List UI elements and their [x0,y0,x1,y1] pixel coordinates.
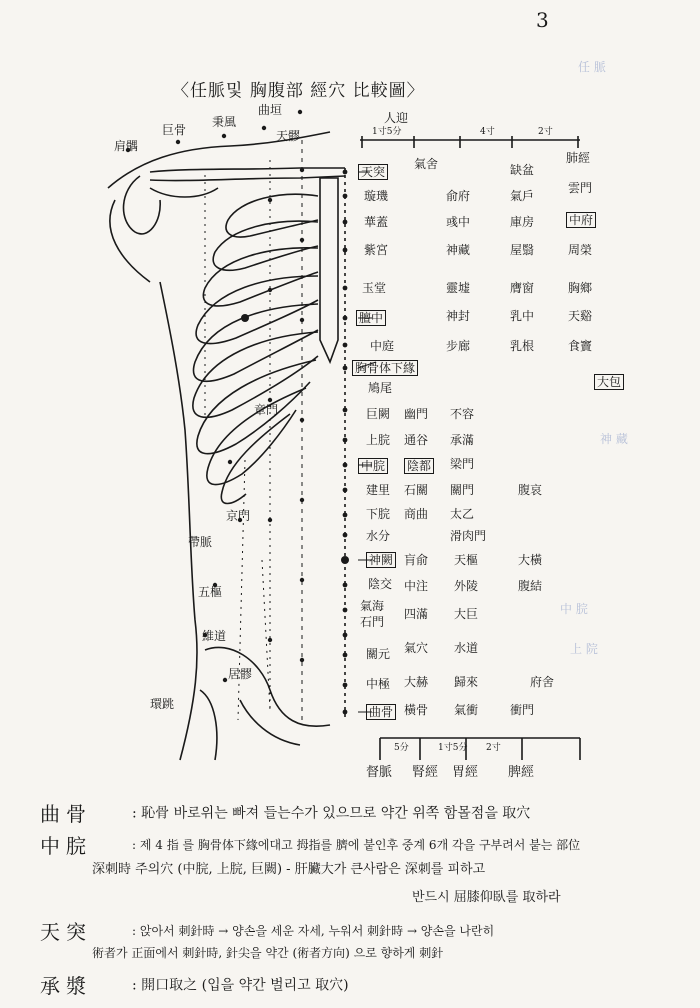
label-dabao: 大包 [594,374,624,390]
stomach-7: 乳根 [510,339,535,353]
stomach-13: 滑肉門 [450,529,487,543]
stomach-6: 乳中 [510,309,535,323]
ren-11: 建里 [366,483,391,497]
spleen-5: 食竇 [568,339,593,353]
footnote-chengjiang [40,970,349,999]
page-number: 3 [536,8,549,32]
stomach-19: 氣衝 [454,703,479,717]
stomach-15: 外陵 [454,579,479,593]
ren-18: 關元 [366,647,391,661]
scapula [150,188,218,197]
label-jianyu: 肩髃 [114,139,139,153]
label-jugu: 巨骨 [162,123,187,137]
kidney-12: 中注 [404,579,429,593]
kidney-11: 肓俞 [404,553,429,567]
spleen-6: 腹哀 [518,483,543,497]
meridian-stomach: 胃經 [452,765,479,780]
kidney-15: 大赫 [404,675,429,689]
footnote-term: 中脘 [40,834,92,858]
kidney-5: 步廊 [446,339,471,353]
ren-12: 下脘 [366,507,391,521]
ren-3: 紫宮 [364,243,389,257]
scanned-page: 任 脈 神 藏 中 脘 上 院 3 〈任脈및 胸腹部 經穴 比較圖〉 肩髃 巨骨 秉風 曲垣 天髎 人迎 肺經 大包 章門 帶脈 京門 五樞 維道 居髎 環跳 1寸5分 4寸 2寸 5分 1寸5分 2寸 天突 璇璣 華蓋 紫宮 玉堂 膻中 中庭 胸骨体下緣 鳩尾 巨闕 上脘 中脘 建里 下脘 水分 神闕 陰交 氣海 石門 關元 中極 曲骨 俞府 彧中 神藏 靈墟 神封 步廊 幽門 通谷 陰都 石關 商曲 肓俞 中注 四滿 氣穴 大赫 橫骨 氣舍 缺盆 氣戶 庫房 屋翳 膺窗 乳中 乳根 不容 承滿 梁門 關門 太乙 滑肉門 天樞 外陵 大巨 水道 歸來 氣衝 雲門 中府 周榮 胸鄉 天谿 食竇 腹哀 大橫 腹結 府舍 衝門 督脈 腎經 胃經 脾經 曲骨 : 恥骨 바로위는 빠져 들는수가 있으므로 약간 위쪽 함몰점을 取穴 中脘 : 제 4 指 를 胸骨体下緣에대고 拇指를 臍에 붙인후 중계 6개 각을 구부려서 붙는 部位 深刺時 주의穴 (中脘, 上脘, 巨闕) - 肝臟大가 큰사람은 深刺를 피하고 반드시 屈膝仰臥를 取하라 天突 : 앉아서 刺針時 → 양손을 세운 자세, 누워서 刺針時 → 양손을 나란히 術者가 正面에서 刺針時, 針尖을 약간 (術者方向) 으로 향하게 刺針 承漿 : 開口取之 (입을 약간 벌리고 取穴) [0,0,700,1008]
ren-9: 上脘 [366,433,391,447]
kidney-7: 通谷 [404,433,429,447]
stomach-2: 氣戶 [510,189,535,203]
xiphoid-label: 胸骨体下緣 [352,360,418,376]
sternum [320,178,338,362]
ren-10: 中脘 [358,458,388,474]
meridian-spleen: 脾經 [508,765,535,780]
ren-6: 中庭 [370,339,395,353]
footnote-note: : 제 4 指 를 胸骨体下緣에대고 拇指를 臍에 붙인후 중계 6개 각을 구부려서 붙는 部位 [132,838,581,852]
spacing-top-2: 4寸 [480,127,495,137]
kidney-16: 橫骨 [404,703,429,717]
spleen-7: 大橫 [518,553,543,567]
label-daimai: 帶脈 [188,535,213,549]
label-tianliao: 天髎 [276,129,301,143]
stomach-0: 氣舍 [414,157,439,171]
spacing-top-3: 2寸 [538,127,553,137]
spacing-bottom-1: 5分 [394,743,409,753]
ren-0: 天突 [358,164,388,180]
ren-13: 水分 [366,529,391,543]
spacing-top-1: 1寸5分 [372,127,402,137]
footnote-term: 承漿 [40,974,92,998]
ren-1: 璇璣 [364,189,389,203]
label-juliao: 居髎 [228,667,253,681]
label-feijing: 肺經 [566,151,591,165]
spacing-bottom-2: 1寸5分 [438,743,468,753]
diagram-title: 〈任脈및 胸腹部 經穴 比較圖〉 [172,81,425,101]
footnote-note: : 恥骨 바로위는 빠져 들는수가 있으므로 약간 위쪽 함몰점을 取穴 [132,805,531,822]
label-huantiao: 環跳 [150,697,175,711]
ren-4: 玉堂 [362,281,387,295]
ren-5: 膻中 [356,310,386,326]
stomach-9: 承滿 [450,433,475,447]
ren-15: 陰交 [368,577,393,591]
stomach-11: 關門 [450,483,475,497]
kidney-4: 神封 [446,309,471,323]
torso-outline [160,282,197,760]
kidney-9: 石關 [404,483,429,497]
ren-7: 鳩尾 [368,381,393,395]
clavicle [150,168,345,172]
ren-20: 曲骨 [366,704,396,720]
label-wushu: 五樞 [198,585,223,599]
ren-14: 神闕 [366,552,396,568]
stomach-5: 膺窗 [510,281,535,295]
label-zhangmen: 章門 [254,403,279,417]
footnote-tiantu-2 [92,944,443,961]
stomach-18: 歸來 [454,675,479,689]
footnote-note: 術者가 正面에서 刺針時, 針尖을 약간 (術者方向) 으로 향하게 刺針 [92,946,444,960]
ren-19: 中極 [366,677,391,691]
label-jingmen: 京門 [226,509,251,523]
ren-2: 華蓋 [364,215,389,229]
spacing-bottom-3: 2寸 [486,743,501,753]
spleen-0: 雲門 [568,181,593,195]
footnote-note: 深刺時 주의穴 (中脘, 上脘, 巨闕) - 肝臟大가 큰사람은 深刺를 피하고 [92,862,486,877]
footnote-tiantu [40,916,494,945]
stomach-8: 不容 [450,407,475,421]
spleen-3: 胸鄉 [568,281,593,295]
stomach-4: 屋翳 [510,243,535,257]
kidney-1: 彧中 [446,215,471,229]
kidney-0: 俞府 [446,189,471,203]
ribs [193,194,318,503]
stomach-1: 缺盆 [510,163,535,177]
meridian-du: 督脈 [366,765,393,780]
spleen-8: 腹結 [518,579,543,593]
meridian-kidney: 腎經 [412,765,439,780]
spleen-2: 周榮 [568,243,593,257]
kidney-8: 陰都 [404,458,434,474]
stomach-10: 梁門 [450,457,475,471]
stomach-14: 天樞 [454,553,479,567]
spleen-1: 中府 [566,212,596,228]
kidney-3: 靈墟 [446,281,471,295]
label-quyuan: 曲垣 [258,103,283,117]
stomach-16: 大巨 [454,607,479,621]
ren-17: 石門 [360,615,385,629]
footnote-qugu [40,798,530,827]
kidney-13: 四滿 [404,607,429,621]
footnote-note: : 開口取之 (입을 약간 벌리고 取穴) [132,977,349,994]
footnote-note: 반드시 屈膝仰臥를 取하라 [412,890,561,905]
label-weidao: 維道 [202,629,227,643]
spleen-4: 天谿 [568,309,593,323]
label-bingfeng: 秉風 [212,115,237,129]
footnote-note: : 앉아서 刺針時 → 양손을 세운 자세, 누워서 刺針時 → 양손을 나란히 [132,924,495,938]
kidney-14: 氣穴 [404,641,429,655]
stomach-12: 太乙 [450,507,475,521]
spleen-10: 衝門 [510,703,535,717]
footnote-term: 天突 [40,920,92,944]
kidney-6: 幽門 [404,407,429,421]
ren-8: 巨闕 [366,407,391,421]
spleen-9: 府舍 [530,675,555,689]
footnote-zhongwan-3 [412,886,561,905]
humeral-head [124,176,161,234]
stomach-3: 庫房 [510,215,535,229]
stomach-17: 水道 [454,641,479,655]
kidney-10: 商曲 [404,507,429,521]
footnote-zhongwan-2 [92,858,485,877]
kidney-2: 神藏 [446,243,471,257]
label-renying: 人迎 [384,111,409,125]
footnote-zhongwan [40,830,580,859]
footnote-term: 曲骨 [40,802,92,826]
ren-16: 氣海 [360,599,385,613]
